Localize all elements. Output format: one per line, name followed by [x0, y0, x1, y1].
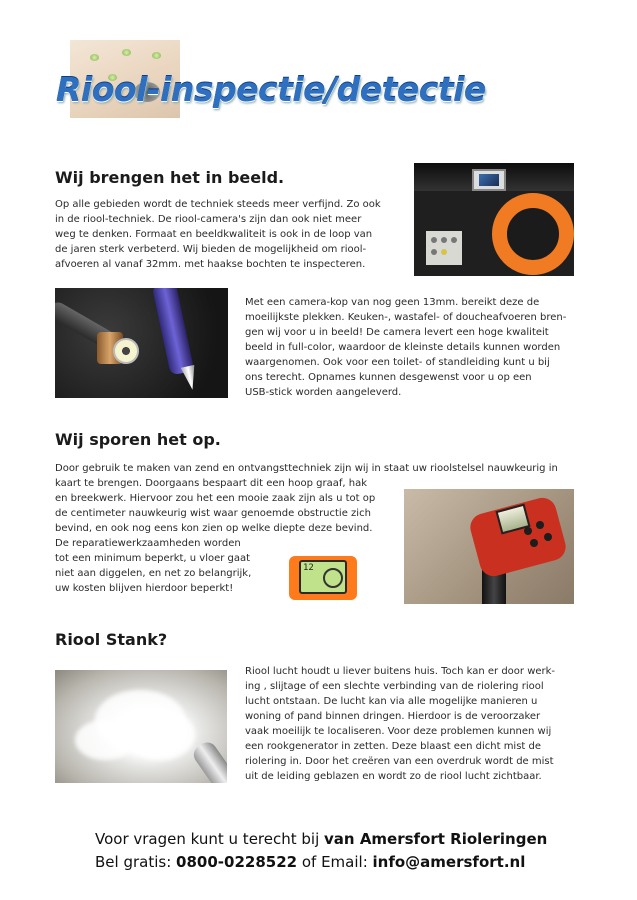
company-name: van Amersfort Rioleringen: [324, 830, 548, 848]
footer-phone-email-line: Bel gratis: 0800-0228522 of Email: info@amersfort.nl: [95, 853, 526, 871]
phone-number[interactable]: 0800-0228522: [176, 853, 298, 871]
page-title: Riool-inspectie/detectie: [56, 70, 486, 109]
section-stank-text: Riool lucht houdt u liever buitens huis. Toch kan er door werk- ing , slijtage of een slechte verbinding van de riolering riool lucht ontstaan. De lucht kan via alle mogelijke manieren u woning of pand binnen dringen. Hierdoor is de veroorzaker vaak moeilijk te localiseren. Voor deze problemen kunnen wij een rookgenerator in zetten. Deze blaast een dicht mist de riolering in. Door het creëren van een overdruk wordt de mist uit de leiding geblazen en wordt zo de riool lucht zichtbaar.: [245, 666, 556, 782]
section-heading-in-beeld: Wij brengen het in beeld.: [55, 168, 285, 187]
section-heading-stank: Riool Stank?: [55, 630, 168, 649]
smoke-test-photo: [55, 670, 227, 783]
section-sporen-text: Door gebruik te maken van zend en ontvangsttechniek zijn wij in staat uw rioolstelsel nauwkeurig in kaart te brengen. Doorgaans bespaart dit een hoop graaf, hak en breekwerk. Hiervoor zou het een mooie zaak zijn als u tot op de centimeter nauwkeurig wist waar genoemde obstructie zich bevind, en ook nog eens kon zien op welke diepte deze bevind. De reparatiewerkzaamheden worden tot een minimum beperkt, u vloer gaat niet aan diggelen, en net zo belangrijk, uw kosten blijven hierdoor beperkt!: [55, 463, 558, 594]
camera-head-photo: [55, 288, 228, 398]
email-link[interactable]: info@amersfort.nl: [372, 853, 526, 871]
footer-contact-line: Voor vragen kunt u terecht bij van Amersfort Rioleringen: [95, 830, 548, 848]
camera-case-photo: [414, 163, 574, 276]
section-heading-sporen: Wij sporen het op.: [55, 430, 221, 449]
locator-display-image: [289, 556, 357, 600]
locator-device-photo: [404, 489, 574, 604]
camera-head-text: Met een camera-kop van nog geen 13mm. bereikt deze de moeilijkste plekken. Keuken-, wastafel- of doucheafvoeren bren- gen wij voor u in beeld! De camera levert een hoge kwaliteit beeld in full-color, waardoor de kleinste details kunnen worden waargenomen. Ook voor een toilet- of standleiding kunt u bij ons terecht. Opnames kunnen desgewenst voor u op een USB-stick worden aangeleverd.: [245, 297, 567, 398]
section-in-beeld-text: Op alle gebieden wordt de techniek steeds meer verfijnd. Zo ook in de riool-techniek. De riool-camera's zijn dan ook niet meer weg te denken. Formaat en beeldkwaliteit is ook in de loop van de jaren sterk verbeterd. Wij bieden de mogelijkheid om riool- afvoeren al vanaf 32mm. met haakse bochten te inspecteren.: [55, 199, 381, 270]
